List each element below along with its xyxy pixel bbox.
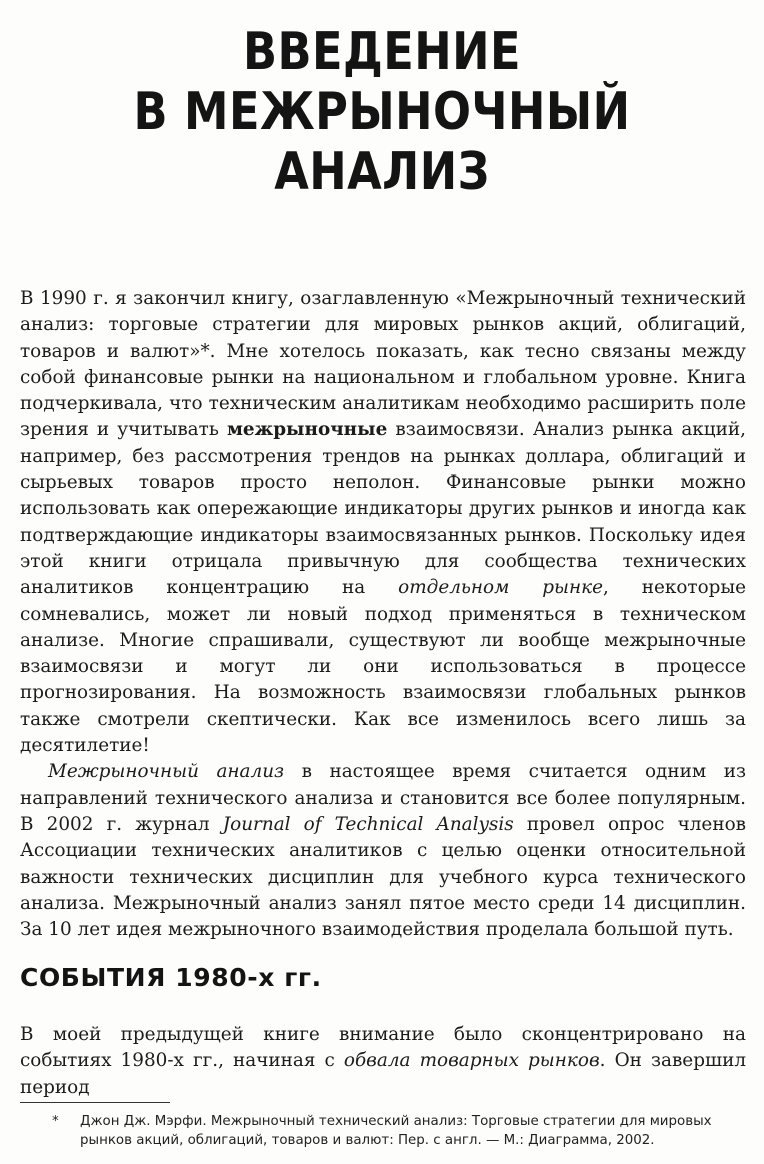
footnote-divider [20,1102,170,1103]
footnote [20,1112,746,1150]
italic-term: обвала товарных рынков [343,1050,600,1072]
section-heading: СОБЫТИЯ 1980-х гг. [20,963,322,992]
chapter-title-line-1: ВВЕДЕНИЕ [243,22,521,82]
text-run: В 1990 г. я закончил книгу, озаглавленную «Межрыночный технический анализ: торговые стратегии для мировых рынков акций, облигаций, товаров и валют»*. Мне хотелось показать, как тесно связаны между собой финансовые рынки на национальном и глобальном уровне. Книга подчеркивала, что техническим аналитикам необходимо расширить поле зрения и учитывать [20,288,746,441]
text-run: взаимосвязи. Анализ рынка акций, например, без рассмотрения трендов на рынках доллара, облигаций и сырьевых товаров просто неполон. Финансовые рынки можно использовать как опережающие индикаторы других рынков и иногда как подтверждающие индикаторы взаимосвязанных рынков. Поскольку идея этой книги отрицала привычную для сообщества технических аналитиков концентрацию на [20,419,746,599]
italic-term: отдельном рынке [398,577,603,599]
bold-term: межрыночные [226,419,388,441]
intro-paragraph-1 [20,286,746,759]
chapter-title-line-2: В МЕЖРЫНОЧНЫЙ [133,82,631,142]
journal-title: Journal of Technical Analysis [222,813,514,835]
section-paragraph-1 [20,1022,746,1101]
chapter-title [53,22,710,202]
text-run: . Он завершил период [20,1050,747,1098]
text-run: , некоторые сомневались, может ли новый подход применяться в техническом анализе. Многие спрашивали, существуют ли вообще межрыночные взаимосвязи и могут ли они использоваться в процессе прогнозирования. На возможность взаимосвязи глобальных рынков также смотрели скептически. Как все изменилось всего лишь за десятилетие! [20,577,746,757]
text-run: в настоящее время считается одним из направлений технического анализа и становится все более популярным. В 2002 г. журнал [20,761,746,835]
text-run: В моей предыдущей книге внимание было сконцентрировано на событиях 1980-х гг., начиная с [20,1024,746,1072]
section-text [20,1022,746,1101]
chapter-title-line-3: АНАЛИЗ [274,142,490,202]
footnote-mark: * [52,1114,59,1129]
italic-term: Межрыночный анализ [48,761,285,783]
intro-text [20,286,746,943]
footnote-text: Джон Дж. Мэрфи. Межрыночный технический анализ: Торговые стратегии для мировых рынков акций, облигаций, товаров и валют: Пер. с англ. — М.: Диаграмма, 2002. [80,1114,712,1148]
text-run: провел опрос членов Ассоциации технических аналитиков с целью оценки относительной важности технических дисциплин для учебного курса технического анализа. Межрыночный анализ занял пятое место среди 14 дисциплин. За 10 лет идея межрыночного взаимодействия проделала большой путь. [20,813,746,941]
intro-paragraph-2 [20,759,746,943]
